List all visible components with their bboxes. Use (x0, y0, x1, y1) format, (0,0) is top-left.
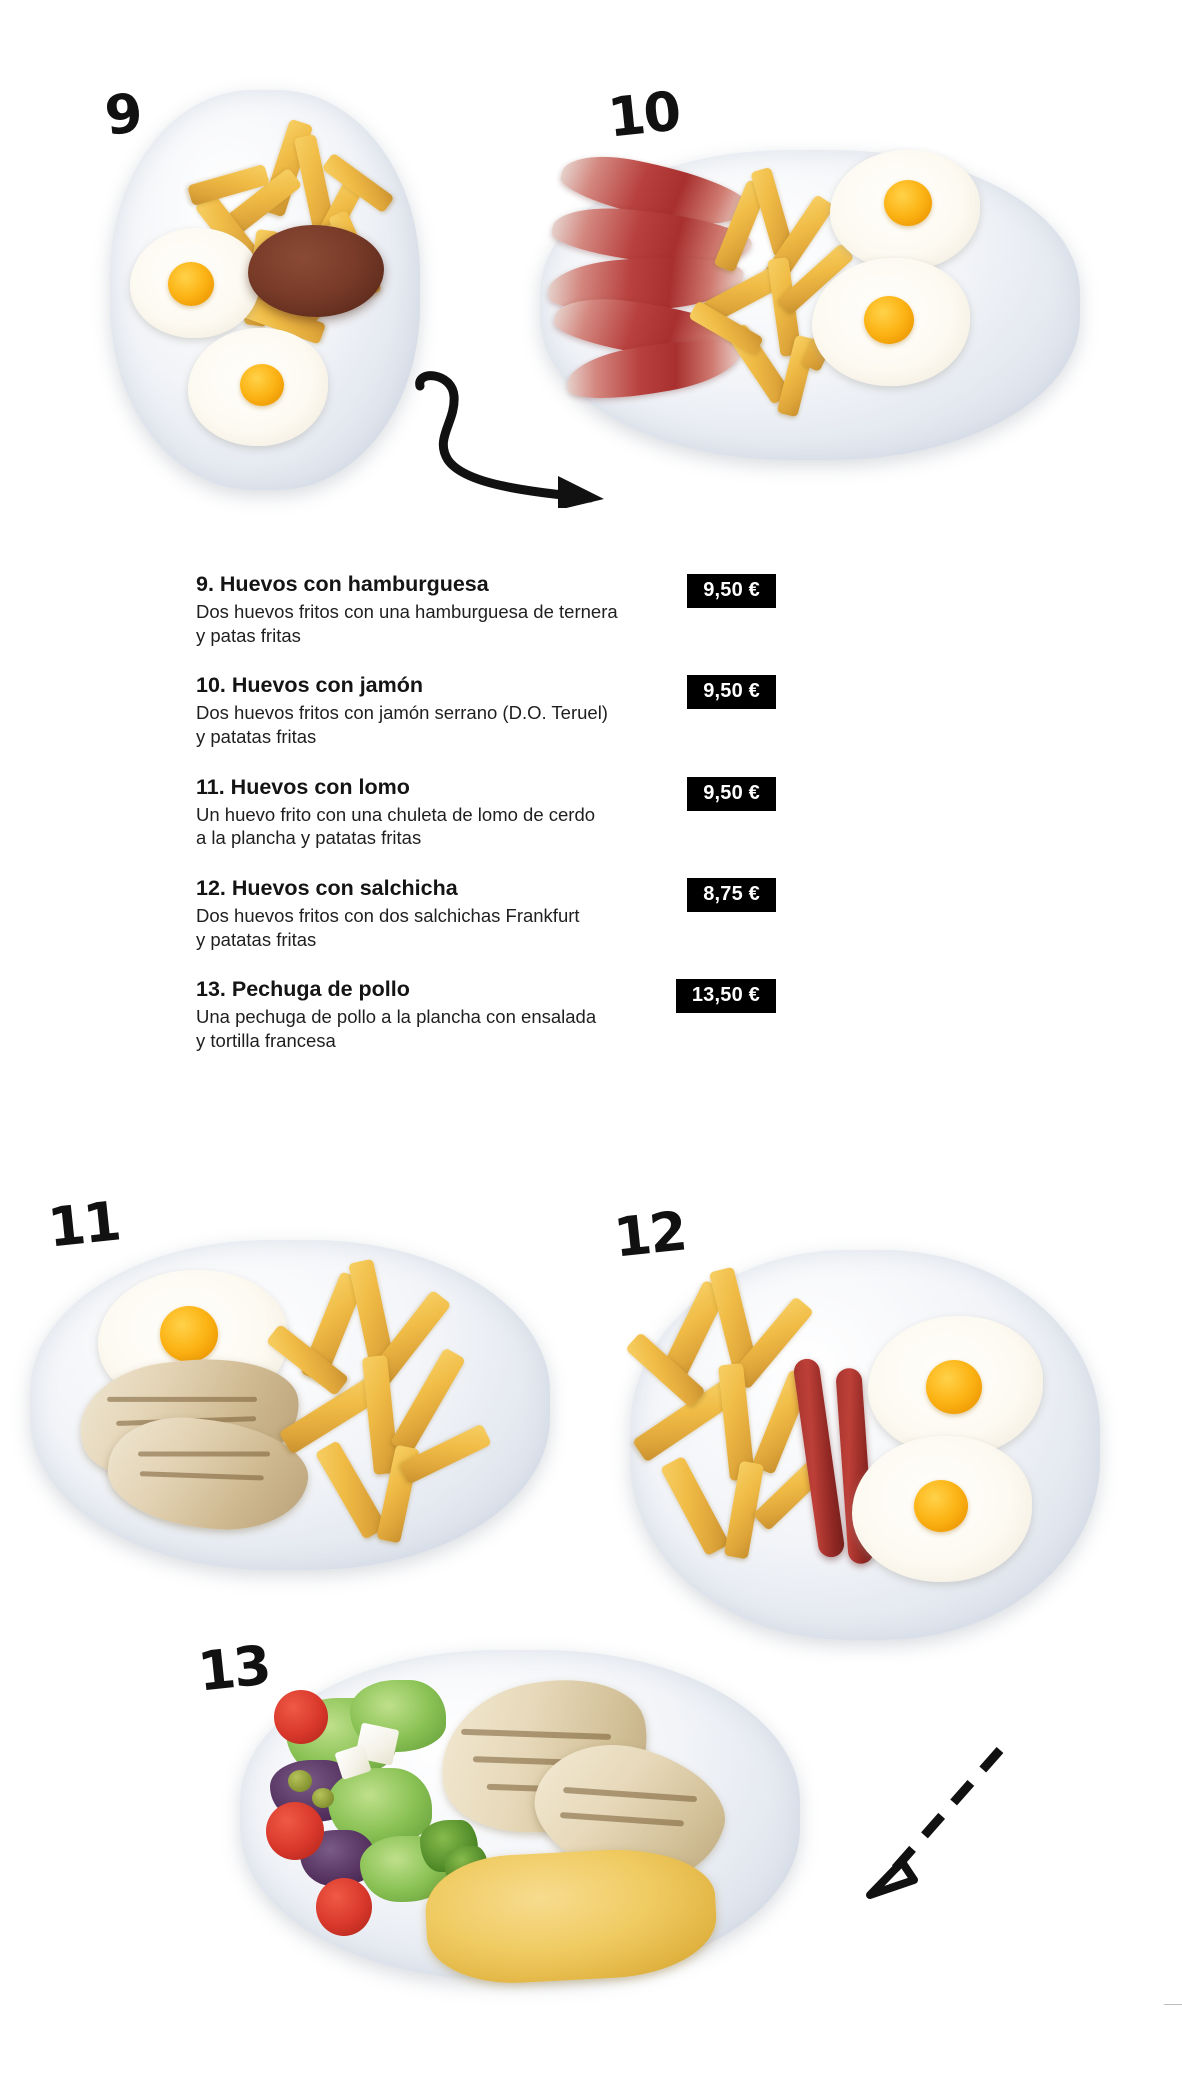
menu-item-description-line1: Dos huevos fritos con jamón serrano (D.O. Teruel) (196, 702, 608, 724)
menu-list (196, 572, 986, 1079)
menu-item-description-line1: Una pechuga de pollo a la plancha con ensalada (196, 1006, 597, 1028)
tomato-slice (274, 1690, 328, 1744)
menu-item-title: 13. Pechuga de pollo (196, 977, 410, 1002)
menu-item-title: 10. Huevos con jamón (196, 673, 424, 698)
fried-egg (130, 228, 260, 338)
photo-11 (20, 1230, 560, 1590)
menu-item-description-line2: y patatas fritas (196, 726, 317, 748)
menu-item-description-line1: Dos huevos fritos con dos salchichas Frankfurt (196, 905, 580, 927)
tomato-slice (266, 1802, 324, 1860)
menu-item-price: 9,50 € (687, 574, 776, 608)
beef-burger (248, 225, 384, 317)
fried-egg (188, 328, 328, 446)
badge-9: 9 (101, 81, 144, 148)
menu-item-price: 13,50 € (676, 979, 776, 1013)
menu-item[interactable] (196, 977, 986, 1052)
yolk (914, 1480, 968, 1532)
tomato-slice (316, 1878, 372, 1936)
yolk (160, 1306, 218, 1362)
menu-item-description-line2: a la plancha y patatas fritas (196, 827, 422, 849)
olive (312, 1788, 334, 1808)
menu-item-description (196, 600, 736, 647)
photo-9 (100, 50, 430, 500)
yolk (240, 364, 284, 406)
menu-item-title: 11. Huevos con lomo (196, 774, 410, 799)
page-corner-mark (1164, 2004, 1182, 2005)
menu-item-title: 12. Huevos con salchicha (196, 876, 458, 901)
photo-13 (230, 1640, 810, 2000)
menu-item[interactable] (196, 876, 986, 951)
badge-12: 12 (610, 1199, 689, 1270)
yolk (884, 180, 932, 226)
menu-item[interactable] (196, 572, 986, 647)
menu-item-description (196, 904, 736, 951)
yolk (926, 1360, 982, 1414)
fried-egg (830, 150, 980, 270)
yolk (864, 296, 914, 344)
fried-egg (852, 1436, 1032, 1582)
menu-item-description-line2: y patas fritas (196, 624, 301, 646)
menu-item-price: 9,50 € (687, 777, 776, 811)
photo-12 (620, 1240, 1130, 1660)
french-omelette (423, 1844, 719, 1987)
menu-item[interactable] (196, 775, 986, 850)
menu-item-description (196, 803, 736, 850)
menu-item-description-line2: y tortilla francesa (196, 1030, 336, 1052)
menu-item-price: 8,75 € (687, 878, 776, 912)
menu-item-description (196, 701, 736, 748)
menu-item-description-line1: Un huevo frito con una chuleta de lomo de cerdo (196, 803, 596, 825)
menu-item-title: 9. Huevos con hamburguesa (196, 572, 489, 596)
badge-10: 10 (604, 79, 683, 150)
arrow-dashed-icon (840, 1740, 1020, 1910)
arrow-curved-icon (408, 368, 648, 508)
fried-egg (812, 258, 970, 386)
fried-egg (868, 1316, 1043, 1456)
menu-item-description-line1: Dos huevos fritos con una hamburguesa de ternera (196, 601, 618, 622)
menu-item-description-line2: y patatas fritas (196, 928, 317, 950)
badge-13: 13 (194, 1633, 273, 1704)
menu-item-price: 9,50 € (687, 675, 776, 709)
menu-item-description (196, 1005, 736, 1052)
olive (288, 1770, 312, 1792)
yolk (168, 262, 214, 306)
badge-11: 11 (44, 1189, 123, 1260)
menu-item[interactable] (196, 673, 986, 748)
